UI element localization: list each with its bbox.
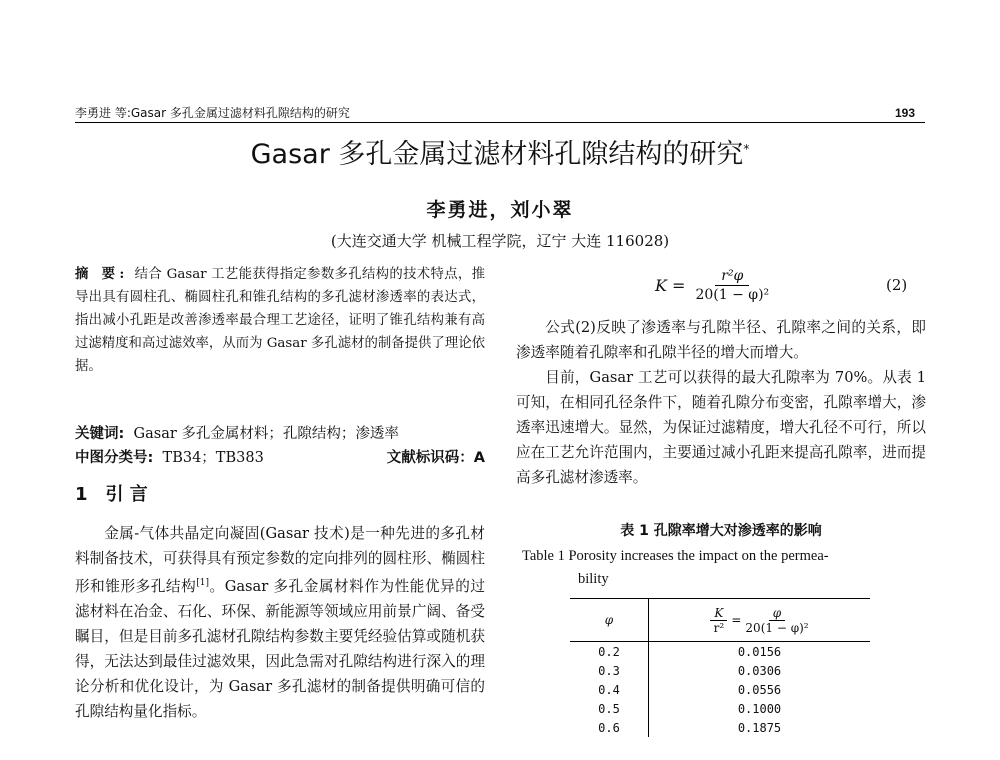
table-header-row	[570, 599, 870, 642]
paper-affiliation: (大连交通大学 机械工程学院，辽宁 大连 116028)	[330, 232, 670, 250]
right-paragraph-1: 公式(2)反映了渗透率与孔隙半径、孔隙率之间的关系，即渗透率随着孔隙率和孔隙半径的增大而增大。	[516, 319, 926, 361]
classification-value: TB34；TB383	[162, 450, 264, 466]
cell-value: 0.0556	[649, 680, 871, 699]
table-caption-en-line1: Table 1 Porosity increases the impact on the permea-	[522, 548, 829, 564]
cell-value: 0.0306	[649, 661, 871, 680]
paper-title	[0, 132, 1000, 171]
cell-phi: 0.3	[598, 663, 620, 678]
equation-denominator: 20(1 − φ)²	[695, 287, 770, 303]
header-phi-num: φ	[769, 606, 785, 621]
right-paragraph-2: 目前，Gasar 工艺可以获得的最大孔隙率为 70%。从表 1 可知，在相同孔径条件下，随着孔隙分布变密，孔隙率增大，渗透率迅速增大。显然，为保证过滤精度，增大孔径不可行，所以应在工艺允许范围内，主要通过减小孔距来提高孔隙率，进而提高多孔滤材渗透率。	[516, 369, 926, 486]
abstract-block	[75, 263, 485, 378]
header-r2: r²	[713, 620, 725, 635]
abstract-text: 结合 Gasar 工艺能获得指定参数多孔结构的技术特点，推导出具有圆柱孔、椭圆柱孔和锥孔结构的多孔滤材渗透率的表达式，指出减小孔距是改善渗透率最合理工艺途径，证明了锥孔结构兼有高过滤精度和高过滤效率，从而为 Gasar 多孔滤材的制备提供了理论依据。	[75, 267, 485, 374]
table-caption-en	[522, 545, 926, 591]
cell-value: 0.1875	[649, 718, 871, 737]
table-row	[570, 718, 870, 737]
table-header-phi: φ	[604, 613, 614, 627]
cell-phi: 0.6	[598, 720, 620, 735]
cell-phi: 0.5	[598, 701, 620, 716]
paper-title-text: Gasar 多孔金属过滤材料孔隙结构的研究	[250, 139, 744, 170]
equation-number: (2)	[886, 276, 908, 294]
intro-paragraph	[75, 521, 485, 724]
running-header-title: 李勇进 等:Gasar 多孔金属过滤材料孔隙结构的研究	[75, 106, 350, 120]
keywords-line	[75, 423, 485, 445]
table-row	[570, 661, 870, 680]
cell-phi: 0.4	[598, 682, 620, 697]
equation-numerator: r²φ	[715, 268, 749, 286]
abstract-label: 摘 要:	[75, 266, 129, 282]
header-den: 20(1 − φ)²	[745, 620, 809, 635]
table-header-k	[649, 599, 871, 642]
table-row	[570, 699, 870, 718]
table-caption-cn: 表 1 孔隙率增大对渗透率的影响	[620, 523, 822, 539]
header-k: K	[710, 606, 727, 621]
keywords-text: Gasar 多孔金属材料；孔隙结构；渗透率	[133, 426, 399, 442]
paper-authors: 李勇进，刘小翠	[426, 199, 574, 221]
right-column-text	[516, 315, 926, 490]
intro-text-a: 金属-气体共晶定向凝固(Gasar 技术)是一种先进的多孔材料制备技术，可获得具有预定参数的定向排列的圆柱形、椭圆柱形和锥形多孔结构	[75, 525, 485, 595]
header-equals: =	[731, 613, 742, 627]
intro-text-b: 。Gasar 多孔金属材料作为性能优异的过滤材料在冶金、石化、环保、新能源等领域应用前景广阔、备受瞩目，但是目前多孔滤材孔隙结构参数主要凭经验估算或随机获得，无法达到最佳过滤效果，因此急需对孔隙结构进行深入的理论分析和优化设计，为 Gasar 多孔滤材的制备提供明确可信的孔隙结构量化指标。	[75, 577, 485, 720]
equation-fraction	[695, 268, 769, 303]
cell-value: 0.0156	[649, 642, 871, 662]
page-number: 193	[895, 106, 916, 120]
porosity-table	[570, 598, 870, 737]
equation-lhs: K =	[655, 276, 686, 295]
cell-phi: 0.2	[598, 644, 620, 659]
classification-line	[75, 447, 485, 469]
section-title: 引 言	[105, 484, 148, 505]
keywords-label: 关键词:	[75, 426, 125, 442]
section-number: 1	[75, 484, 88, 505]
equation-2	[655, 268, 769, 303]
cell-value: 0.1000	[649, 699, 871, 718]
table-row	[570, 642, 870, 662]
header-rule	[75, 122, 925, 123]
table-row	[570, 680, 870, 699]
citation-ref: [1]	[196, 578, 209, 588]
table-caption-en-line2: bility	[578, 571, 609, 587]
section-heading	[75, 484, 485, 506]
classification-label: 中图分类号:	[75, 450, 154, 466]
document-code: 文献标识码：A	[386, 450, 485, 466]
title-footnote-mark: *	[743, 142, 750, 156]
